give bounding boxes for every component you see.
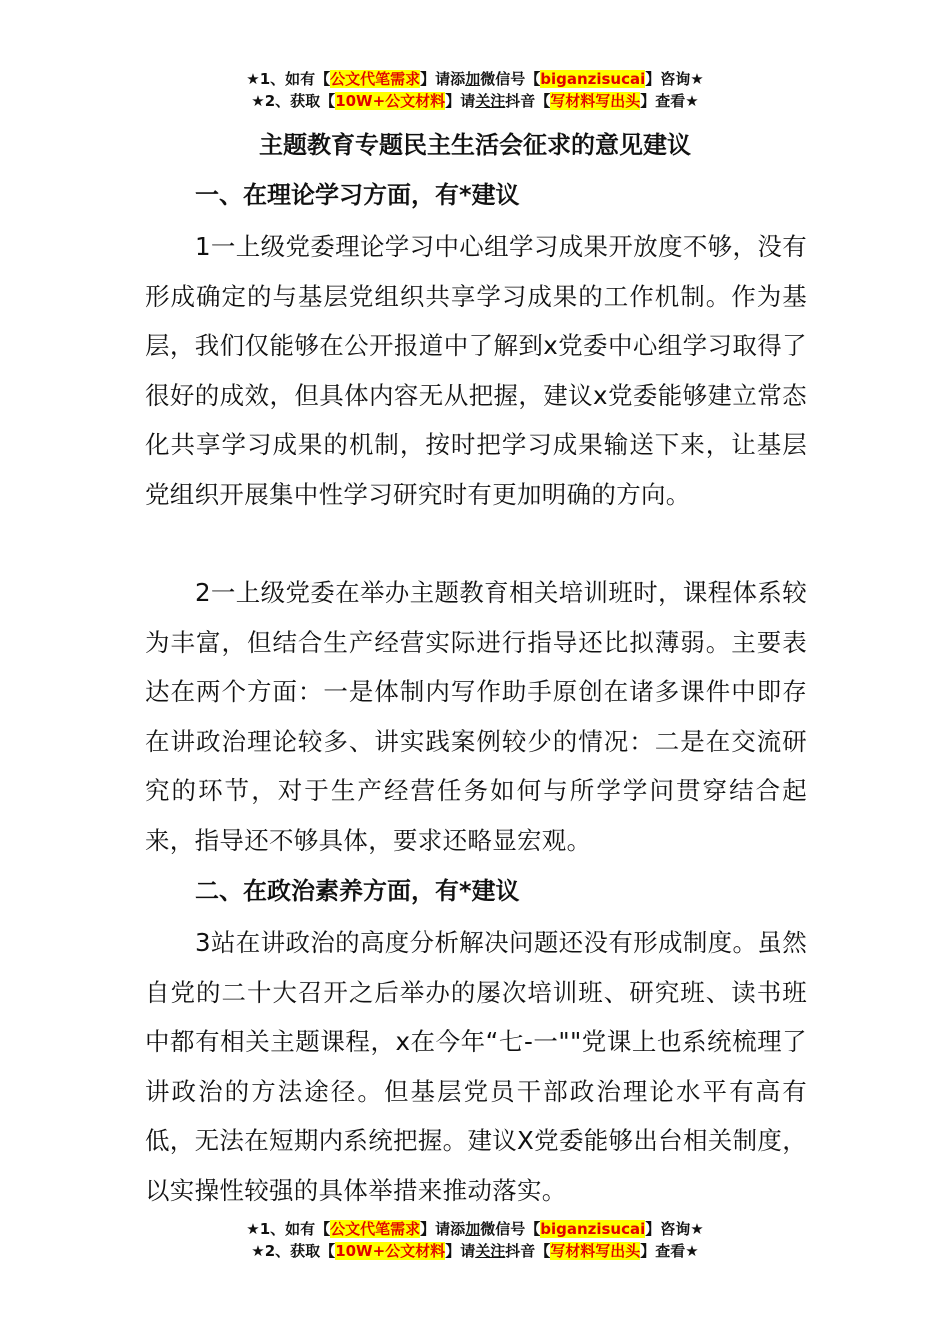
section-heading-1: 一、在理论学习方面，有*建议 (195, 181, 520, 209)
section-heading-2: 二、在政治素养方面，有*建议 (195, 877, 520, 905)
highlight-materials: 10W+公文材料 (335, 92, 446, 110)
highlight-materials: 10W+公文材料 (335, 1242, 446, 1260)
promo-footer (0, 1218, 950, 1262)
paragraph-2: 2一上级党委在举办主题教育相关培训班时，课程体系较为丰富，但结合生产经营实际进行指导还比拟薄弱。主要表达在两个方面：一是体制内写作助手原创在诸多课件中即存在讲政治理论较多、讲实践案例较少的情况：二是在交流研究的环节，对于生产经营任务如何与所学学问贯穿结合起来，指导还不够具体，要求还略显宏观。 (145, 578, 807, 855)
highlight-douyin-account: 写材料写出头 (550, 92, 641, 110)
highlight-service: 公文代笔需求 (330, 1220, 421, 1238)
paragraph-3: 3站在讲政治的高度分析解决问题还没有形成制度。虽然自党的二十大召开之后举办的屡次培训班、研究班、读书班中都有相关主题课程，x在今年“七-一""党课上也系统梳理了讲政治的方法途径。但基层党员干部政治理论水平有高有低，无法在短期内系统把握。建议X党委能够出台相关制度，以实操性较强的具体举措来推动落实。 (145, 928, 807, 1205)
paragraph-1: 1一上级党委理论学习中心组学习成果开放度不够，没有形成确定的与基层党组织共享学习成果的工作机制。作为基层，我们仅能够在公开报道中了解到x党委中心组学习取得了很好的成效，但具体内容无从把握，建议x党委能够建立常态化共享学习成果的机制，按时把学习成果输送下来，让基层党组织开展集中性学习研究时有更加明确的方向。 (145, 232, 807, 509)
highlight-wechat-id: biganzisucai (540, 70, 646, 88)
promo-line-2: ★2、获取【10W+公文材料】请关注抖音【写材料写出头】查看★ (251, 1242, 699, 1260)
promo-line-2: ★2、获取【10W+公文材料】请关注抖音【写材料写出头】查看★ (251, 92, 699, 110)
highlight-service: 公文代笔需求 (330, 70, 421, 88)
promo-line-1: ★1、如有【公文代笔需求】请添加微信号【biganzisucai】咨询★ (246, 1220, 704, 1238)
document-title: 主题教育专题民主生活会征求的意见建议 (259, 131, 691, 159)
promo-line-1: ★1、如有【公文代笔需求】请添加微信号【biganzisucai】咨询★ (246, 70, 704, 88)
highlight-wechat-id: biganzisucai (540, 1220, 646, 1238)
highlight-douyin-account: 写材料写出头 (550, 1242, 641, 1260)
promo-header (0, 68, 950, 112)
